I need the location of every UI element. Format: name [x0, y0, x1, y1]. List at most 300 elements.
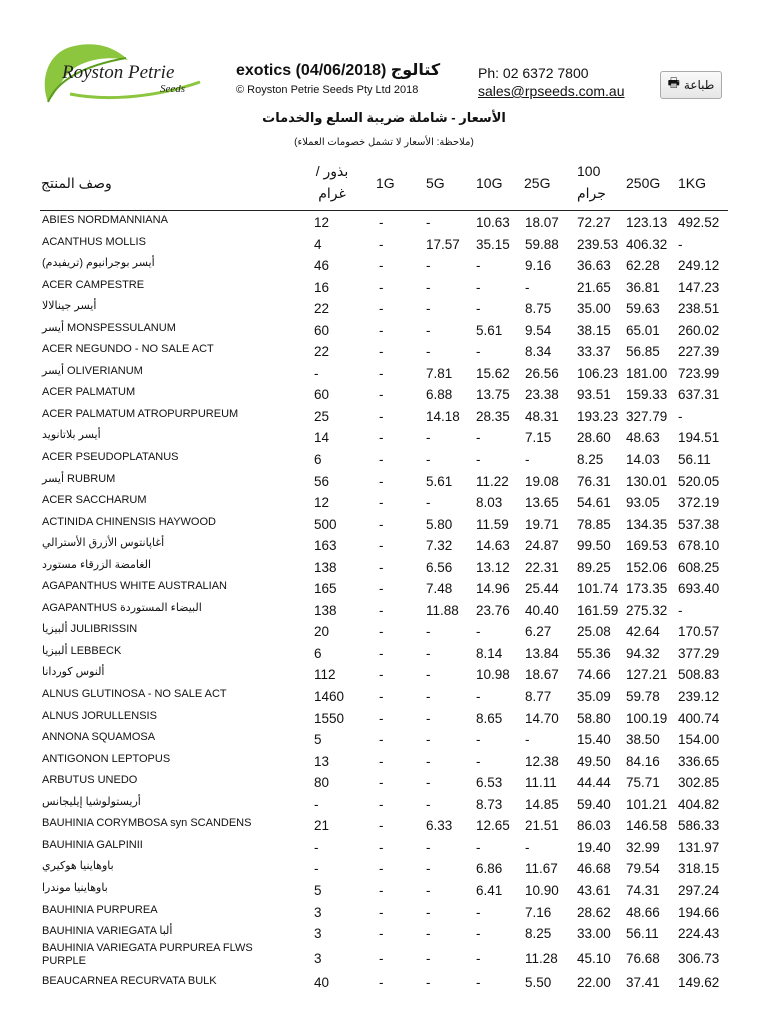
- col-5g: 5G: [426, 175, 445, 191]
- brand-name: Royston Petrie: [62, 62, 175, 83]
- table-row: [40, 254, 728, 276]
- price-25g: 9.54: [525, 322, 552, 338]
- seeds-per-gram: 25: [314, 408, 330, 424]
- seeds-per-gram: 60: [314, 322, 330, 338]
- price-250g: 42.64: [626, 624, 660, 640]
- col-250g: 250G: [626, 175, 661, 191]
- price-100g: 22.00: [577, 974, 611, 990]
- seeds-per-gram: 138: [314, 559, 337, 575]
- price-1g: -: [379, 689, 384, 705]
- price-5g: 6.88: [426, 387, 453, 403]
- seeds-per-gram: 46: [314, 258, 330, 274]
- table-row: [40, 750, 728, 772]
- price-25g: 40.40: [525, 602, 559, 618]
- price-5g: -: [426, 430, 431, 446]
- price-25g: 18.67: [525, 667, 559, 683]
- price-1kg: 492.52: [678, 215, 720, 230]
- price-100g: 28.60: [577, 430, 611, 446]
- price-25g: 22.31: [525, 559, 559, 575]
- seeds-per-gram: 40: [314, 974, 330, 990]
- table-row: [40, 383, 728, 405]
- price-10g: -: [476, 689, 481, 705]
- table-row: [40, 534, 728, 556]
- price-250g: 146.58: [626, 818, 668, 834]
- price-1kg: 608.25: [678, 559, 720, 575]
- price-1g: -: [379, 818, 384, 834]
- price-100g: 15.40: [577, 732, 611, 748]
- price-5g: -: [426, 258, 431, 274]
- seeds-per-gram: 5: [314, 882, 322, 898]
- price-1g: -: [379, 974, 384, 990]
- price-250g: 56.85: [626, 344, 660, 360]
- price-100g: 49.50: [577, 753, 611, 769]
- price-10g: 6.53: [476, 775, 503, 791]
- price-10g: -: [476, 279, 481, 295]
- seeds-per-gram: 22: [314, 344, 330, 360]
- price-25g: 13.84: [525, 645, 559, 661]
- print-label: طباعة: [683, 78, 715, 92]
- price-10g: 15.62: [476, 365, 510, 381]
- price-10g: 8.14: [476, 645, 503, 661]
- price-1kg: 194.51: [678, 430, 720, 446]
- product-name: AGAPANTHUS البيضاء المستوردة: [42, 601, 202, 614]
- price-100g: 43.61: [577, 882, 611, 898]
- product-name: ALNUS GLUTINOSA - NO SALE ACT: [42, 688, 227, 701]
- price-250g: 62.28: [626, 258, 660, 274]
- price-25g: -: [525, 732, 530, 748]
- price-1kg: 227.39: [678, 344, 720, 360]
- price-10g: -: [476, 430, 481, 446]
- printer-icon: 🖶: [667, 75, 680, 90]
- price-5g: 5.61: [426, 473, 453, 489]
- price-250g: 75.71: [626, 775, 660, 791]
- price-5g: -: [426, 775, 431, 791]
- price-100g: 38.15: [577, 322, 611, 338]
- price-1g: -: [379, 322, 384, 338]
- price-10g: -: [476, 904, 481, 920]
- price-5g: 5.80: [426, 516, 453, 532]
- table-row: [40, 879, 728, 901]
- price-10g: -: [476, 624, 481, 640]
- price-10g: 28.35: [476, 408, 510, 424]
- price-1g: -: [379, 495, 384, 511]
- price-5g: -: [426, 645, 431, 661]
- price-100g: 45.10: [577, 950, 611, 966]
- price-10g: 23.76: [476, 602, 510, 618]
- price-5g: -: [426, 926, 431, 942]
- price-1g: -: [379, 516, 384, 532]
- price-100g: 19.40: [577, 839, 611, 855]
- price-250g: 123.13: [626, 215, 668, 230]
- price-5g: -: [426, 882, 431, 898]
- price-1kg: 302.85: [678, 775, 720, 791]
- print-button[interactable]: [660, 71, 722, 99]
- price-1kg: 678.10: [678, 538, 720, 554]
- table-row: [40, 211, 728, 233]
- price-10g: -: [476, 753, 481, 769]
- price-10g: -: [476, 950, 481, 966]
- price-5g: -: [426, 452, 431, 468]
- col-1g: 1G: [376, 175, 395, 191]
- price-10g: 14.96: [476, 581, 510, 597]
- seeds-per-gram: 80: [314, 775, 330, 791]
- table-row: [40, 793, 728, 815]
- seeds-per-gram: -: [314, 365, 319, 381]
- seeds-per-gram: 1550: [314, 710, 345, 726]
- price-10g: -: [476, 344, 481, 360]
- seeds-per-gram: -: [314, 796, 319, 812]
- price-5g: -: [426, 710, 431, 726]
- table-row: [40, 599, 728, 621]
- seeds-per-gram: 13: [314, 753, 330, 769]
- price-25g: 7.16: [525, 904, 552, 920]
- product-name: باوهاينيا موندرا: [42, 881, 108, 894]
- price-25g: -: [525, 839, 530, 855]
- seeds-per-gram: 112: [314, 667, 336, 683]
- price-100g: 89.25: [577, 559, 611, 575]
- seeds-per-gram: 20: [314, 624, 330, 640]
- table-row: [40, 685, 728, 707]
- price-5g: 7.32: [426, 538, 453, 554]
- price-250g: 14.03: [626, 452, 660, 468]
- table-row: [40, 771, 728, 793]
- price-1kg: 508.83: [678, 667, 720, 683]
- product-name: (أيسر بوجرانيوم (تريفيدم: [42, 257, 155, 270]
- price-100g: 86.03: [577, 818, 611, 834]
- price-1g: -: [379, 365, 384, 381]
- price-1g: -: [379, 387, 384, 403]
- price-1kg: 170.57: [678, 624, 720, 640]
- product-name: ACER CAMPESTRE: [42, 278, 145, 291]
- price-1kg: 56.11: [678, 452, 711, 468]
- table-row: [40, 836, 728, 858]
- price-100g: 78.85: [577, 516, 611, 532]
- price-1g: -: [379, 667, 384, 683]
- seeds-per-gram: -: [314, 861, 319, 877]
- price-25g: 21.51: [525, 818, 559, 834]
- price-10g: 11.22: [476, 473, 509, 489]
- price-25g: 13.65: [525, 495, 559, 511]
- seeds-per-gram: 16: [314, 279, 330, 295]
- price-25g: 24.87: [525, 538, 559, 554]
- price-250g: 36.81: [626, 279, 660, 295]
- price-25g: -: [525, 279, 530, 295]
- col-1kg: 1KG: [678, 175, 707, 191]
- price-10g: 5.61: [476, 322, 503, 338]
- product-name: ACER PALMATUM: [42, 386, 136, 399]
- price-1kg: 637.31: [678, 387, 720, 403]
- price-5g: 6.56: [426, 559, 453, 575]
- price-1g: -: [379, 861, 384, 877]
- price-250g: 59.78: [626, 689, 660, 705]
- price-25g: 6.27: [525, 624, 552, 640]
- price-250g: 94.32: [626, 645, 660, 661]
- price-1g: -: [379, 581, 384, 597]
- copyright-text: © Royston Petrie Seeds Pty Ltd 2018: [236, 84, 419, 96]
- price-10g: -: [476, 732, 481, 748]
- seeds-per-gram: 60: [314, 387, 330, 403]
- product-name: BEAUCARNEA RECURVATA BULK: [42, 974, 217, 987]
- price-250g: 130.01: [626, 473, 668, 489]
- seeds-per-gram: 138: [314, 602, 337, 618]
- price-1kg: 306.73: [678, 950, 720, 966]
- product-name: أريستولوشيا إيليجانس: [42, 795, 141, 808]
- price-100g: 21.65: [577, 279, 611, 295]
- price-1kg: 239.12: [678, 689, 720, 705]
- price-1kg: 154.00: [678, 732, 720, 748]
- price-10g: 6.86: [476, 861, 503, 877]
- price-250g: 327.79: [626, 408, 668, 424]
- price-250g: 32.99: [626, 839, 660, 855]
- table-row: [40, 814, 728, 836]
- price-1g: -: [379, 710, 384, 726]
- product-name: ألبيزيا JULIBRISSIN: [42, 623, 138, 636]
- price-100g: 46.68: [577, 861, 611, 877]
- table-row: [40, 901, 728, 923]
- table-row: [40, 276, 728, 298]
- price-1kg: 131.97: [678, 839, 720, 855]
- price-1g: -: [379, 279, 384, 295]
- price-25g: 8.25: [525, 926, 552, 942]
- seeds-per-gram: 6: [314, 645, 322, 661]
- price-5g: 6.33: [426, 818, 453, 834]
- price-25g: 25.44: [525, 581, 559, 597]
- price-1g: -: [379, 344, 384, 360]
- price-250g: 37.41: [626, 974, 660, 990]
- seeds-per-gram: 1460: [314, 689, 345, 705]
- price-10g: -: [476, 301, 481, 317]
- price-1g: -: [379, 408, 384, 424]
- price-1g: -: [379, 926, 384, 942]
- table-row: [40, 448, 728, 470]
- product-name: أغاپانتوس الأزرق الأسترالي: [42, 537, 165, 550]
- price-100g: 101.74: [577, 581, 619, 597]
- seeds-per-gram: 12: [314, 495, 330, 511]
- email-link[interactable]: sales@rpseeds.com.au: [478, 83, 625, 99]
- table-row: [40, 857, 728, 879]
- price-1g: -: [379, 882, 384, 898]
- price-250g: 275.32: [626, 602, 668, 618]
- product-name: ANNONA SQUAMOSA: [42, 731, 156, 744]
- price-10g: 8.65: [476, 710, 503, 726]
- price-100g: 76.31: [577, 473, 611, 489]
- price-10g: 13.12: [476, 559, 510, 575]
- product-name: ARBUTUS UNEDO: [42, 774, 138, 787]
- price-250g: 159.33: [626, 387, 668, 403]
- price-250g: 48.63: [626, 430, 660, 446]
- price-table-body: [40, 211, 728, 991]
- table-row: [40, 970, 728, 992]
- price-5g: -: [426, 753, 431, 769]
- price-25g: 48.31: [525, 408, 559, 424]
- seeds-per-gram: 165: [314, 581, 337, 597]
- price-1g: -: [379, 258, 384, 274]
- price-1kg: 377.29: [678, 645, 720, 661]
- price-250g: 56.11: [626, 926, 659, 942]
- price-1g: -: [379, 624, 384, 640]
- price-1kg: 149.62: [678, 974, 720, 990]
- product-name: BAUHINIA VARIEGATA ألبا: [42, 925, 173, 938]
- price-5g: -: [426, 344, 431, 360]
- price-1kg: 318.15: [678, 861, 720, 877]
- price-250g: 101.21: [626, 796, 668, 812]
- price-5g: -: [426, 279, 431, 295]
- seeds-per-gram: 21: [314, 818, 330, 834]
- price-1g: -: [379, 236, 384, 252]
- price-10g: 8.73: [476, 796, 503, 812]
- table-row: [40, 556, 728, 578]
- col-desc: وصف المنتج: [41, 175, 112, 191]
- seeds-per-gram: 22: [314, 301, 330, 317]
- price-1g: -: [379, 559, 384, 575]
- seeds-per-gram: 12: [314, 215, 330, 230]
- table-row: [40, 405, 728, 427]
- price-25g: 5.50: [525, 974, 552, 990]
- table-row: [40, 922, 728, 944]
- price-5g: -: [426, 904, 431, 920]
- seeds-per-gram: -: [314, 839, 319, 855]
- price-250g: 406.32: [626, 236, 668, 252]
- price-250g: 84.16: [626, 753, 660, 769]
- price-25g: 59.88: [525, 236, 559, 252]
- price-25g: 10.90: [525, 882, 559, 898]
- price-10g: 12.65: [476, 818, 510, 834]
- product-name: ACER PSEUDOPLATANUS: [42, 451, 179, 464]
- col-10g: 10G: [476, 175, 503, 191]
- table-row: [40, 577, 728, 599]
- brand-sub: Seeds: [160, 83, 186, 95]
- price-5g: -: [426, 861, 431, 877]
- table-row: [40, 513, 728, 535]
- seeds-per-gram: 3: [314, 950, 322, 966]
- price-10g: 8.03: [476, 495, 503, 511]
- price-250g: 173.35: [626, 581, 668, 597]
- table-row: [40, 319, 728, 341]
- price-1g: -: [379, 538, 384, 554]
- price-5g: 7.48: [426, 581, 453, 597]
- seeds-per-gram: 4: [314, 236, 322, 252]
- price-100g: 239.53: [577, 236, 619, 252]
- price-100g: 59.40: [577, 796, 611, 812]
- price-5g: -: [426, 495, 431, 511]
- product-name: أيسر بلاتانويد: [42, 429, 101, 442]
- price-1g: -: [379, 753, 384, 769]
- price-25g: 8.77: [525, 689, 552, 705]
- price-1kg: 404.82: [678, 796, 720, 812]
- price-5g: -: [426, 974, 431, 990]
- table-row: [40, 362, 728, 384]
- price-1kg: 520.05: [678, 473, 720, 489]
- product-name: ALNUS JORULLENSIS: [42, 709, 157, 722]
- price-1kg: 586.33: [678, 818, 720, 834]
- price-250g: 152.06: [626, 559, 668, 575]
- price-25g: 14.85: [525, 796, 559, 812]
- price-5g: 11.88: [426, 602, 459, 618]
- price-25g: 12.38: [525, 753, 559, 769]
- table-row: [40, 728, 728, 750]
- price-100g: 74.66: [577, 667, 611, 683]
- price-250g: 134.35: [626, 516, 668, 532]
- price-5g: -: [426, 624, 431, 640]
- price-5g: -: [426, 796, 431, 812]
- price-25g: 23.38: [525, 387, 559, 403]
- price-1g: -: [379, 796, 384, 812]
- product-name: BAUHINIA CORYMBOSA syn SCANDENS: [42, 817, 252, 830]
- price-1g: -: [379, 839, 384, 855]
- product-name: ABIES NORDMANNIANA: [42, 214, 168, 226]
- seeds-per-gram: 163: [314, 538, 337, 554]
- price-250g: 48.66: [626, 904, 660, 920]
- product-name: الغامضة الزرقاء مستورد: [42, 558, 151, 571]
- price-1g: -: [379, 732, 384, 748]
- price-100g: 72.27: [577, 215, 611, 230]
- price-5g: 17.57: [426, 236, 460, 252]
- price-1g: -: [379, 775, 384, 791]
- price-1kg: -: [678, 408, 683, 424]
- price-1g: -: [379, 602, 384, 618]
- table-row: [40, 470, 728, 492]
- price-1kg: 224.43: [678, 926, 720, 942]
- product-name: ألبيزيا LEBBECK: [42, 644, 122, 657]
- price-10g: -: [476, 926, 481, 942]
- price-5g: -: [426, 301, 431, 317]
- price-1kg: 238.51: [678, 301, 720, 317]
- product-name: ألنوس كوردانا: [42, 666, 105, 679]
- product-name: ACER PALMATUM ATROPURPUREUM: [42, 407, 239, 420]
- product-name: ACER SACCHARUM: [42, 494, 147, 507]
- table-row: [40, 663, 728, 685]
- price-1kg: 194.66: [678, 904, 720, 920]
- price-1kg: 336.65: [678, 753, 720, 769]
- price-25g: -: [525, 452, 530, 468]
- price-250g: 65.01: [626, 322, 660, 338]
- seeds-per-gram: 5: [314, 732, 322, 748]
- price-25g: 9.16: [525, 258, 552, 274]
- price-250g: 38.50: [626, 732, 660, 748]
- price-100g: 93.51: [577, 387, 611, 403]
- price-100g: 55.36: [577, 645, 611, 661]
- price-1kg: 249.12: [678, 258, 720, 274]
- seeds-per-gram: 14: [314, 430, 330, 446]
- col-25g: 25G: [524, 175, 551, 191]
- price-100g: 99.50: [577, 538, 611, 554]
- price-100g: 193.23: [577, 408, 619, 424]
- product-name: BAUHINIA GALPINII: [42, 838, 143, 851]
- price-25g: 14.70: [525, 710, 559, 726]
- table-row: [40, 491, 728, 513]
- table-row: [40, 297, 728, 319]
- price-250g: 181.00: [626, 365, 668, 381]
- price-100g: 161.59: [577, 602, 619, 618]
- price-5g: 14.18: [426, 408, 460, 424]
- table-row: [40, 941, 728, 970]
- price-1g: -: [379, 473, 384, 489]
- product-name: BAUHINIA VARIEGATA PURPUREA FLWS PURPLE: [42, 941, 253, 967]
- table-row: [40, 642, 728, 664]
- price-1g: -: [379, 950, 384, 966]
- price-25g: 19.08: [525, 473, 559, 489]
- price-1g: -: [379, 430, 384, 446]
- price-250g: 127.21: [626, 667, 668, 683]
- prices-note: الأسعار - شاملة ضريبة السلع والخدمات: [262, 110, 506, 125]
- price-1kg: 147.23: [678, 279, 720, 295]
- price-250g: 100.19: [626, 710, 668, 726]
- price-250g: 74.31: [626, 882, 660, 898]
- seeds-per-gram: 500: [314, 516, 337, 532]
- seeds-per-gram: 3: [314, 904, 322, 920]
- price-1kg: -: [678, 602, 683, 618]
- table-row: [40, 426, 728, 448]
